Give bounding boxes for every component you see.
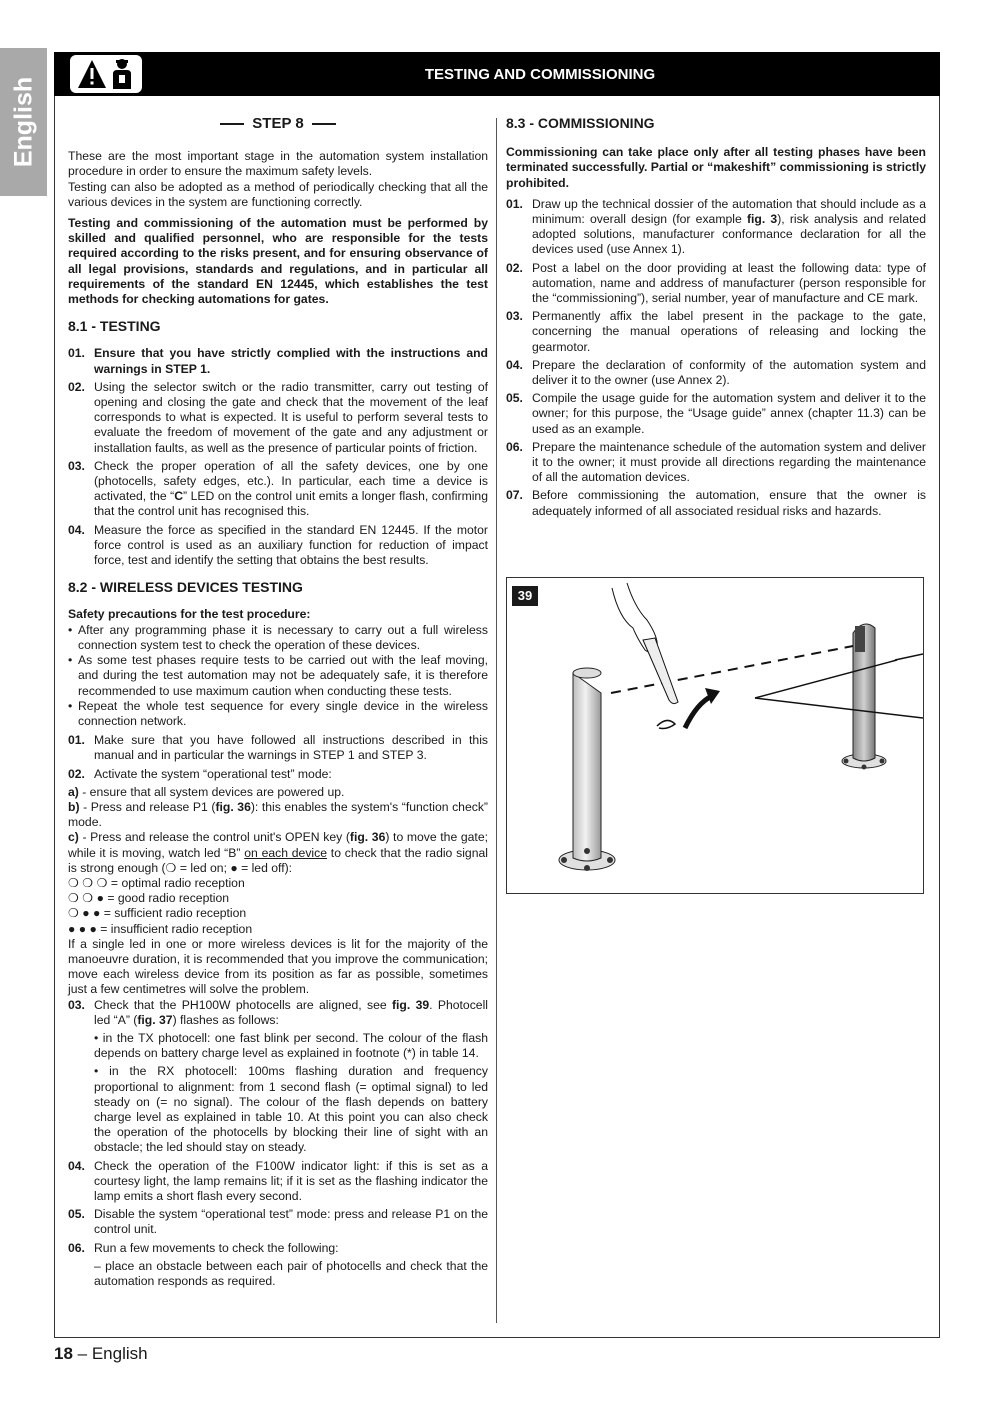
warning-installer-icon [70, 55, 142, 93]
list-item: 06. Run a few movements to check the following: [68, 1240, 339, 1255]
section-heading-8-1: 8.1 - TESTING [68, 318, 161, 335]
rx-photocell-note: • in the RX photocell: 100ms flashing duration and frequency proportional to alignment: from 1 second flash (= optimal signal) to led steady on (= no signal). The colour of the flash depends on battery charge level as explained in table 10. At this point you can also check the operation of the photocells by blocking their line of sight with an obstacle; the led should stay on steady. [94, 1064, 488, 1155]
tx-photocell-note: • in the TX photocell: one fast blink per second. The colour of the flash depends on battery charge level as explained in footnote (*) in table 14. [94, 1030, 488, 1061]
page-number: 18 [54, 1344, 73, 1363]
commissioning-bold-paragraph: Commissioning can take place only after all testing phases have been terminated successfully. Partial or “makeshift” commissioning is strictly prohibited. [506, 145, 926, 190]
section-title: TESTING AND COMMISSIONING [424, 66, 656, 83]
list-item: 05. Compile the usage guide for the automation system and deliver it to the owner; for this purpose, the “Usage guide” annex (chapter 11.3) can be used as an example. [506, 391, 926, 436]
step-b: b) - Press and release P1 (fig. 36): this enables the system's “function check” mode. [68, 799, 488, 830]
safety-subheading: Safety precautions for the test procedure: [68, 607, 311, 622]
radio-level-row: ❍ ❍ ● = good radio reception [68, 891, 229, 906]
column-divider [496, 118, 497, 1323]
obstacle-note: – place an obstacle between each pair of photocells and check that the automation responds as required. [94, 1258, 488, 1289]
language-side-tab [0, 48, 47, 196]
single-led-paragraph: If a single led in one or more wireless devices is lit for the majority of the manoeuvre duration, it is recommended that you improve the communication; move each wireless device from its position as far as possible, sometimes just a few centimetres will solve the problem. [68, 936, 488, 997]
bullet-item: • As some test phases require tests to be carried out with the leaf moving, and during the test automation may not be adequately safe, it is therefore recommended to use maximum caution when conducting these tests. [68, 653, 488, 698]
list-item: 01. Make sure that you have followed all instructions described in this manual and in particular the warnings in STEP 1 and STEP 3. [68, 733, 488, 763]
list-item: 02. Post a label on the door providing at least the following data: type of automation, name and address of manufacturer (person responsible for the “commissioning”), serial number, year of manufacture and CE mark. [506, 260, 926, 306]
step-a: a) - ensure that all system devices are powered up. [68, 784, 345, 799]
language-tab-label: English [9, 76, 37, 168]
radio-level-row: ❍ ● ● = sufficient radio reception [68, 906, 247, 921]
footer-language: – English [72, 1344, 148, 1363]
intro-bold-paragraph: Testing and commissioning of the automation must be performed by skilled and qualified personnel, who are responsible for the tests required according to the risks present, and for ensuring observance of all legal provisions, standards and regulations, and in particular all requirements of the standard EN 12445, which establishes the test methods for checking automations for gates. [68, 216, 488, 307]
list-item: 01. Ensure that you have strictly complied with the instructions and warnings in STEP 1. [68, 346, 488, 376]
intro-paragraph: These are the most important stage in the automation system installation procedure in order to ensure the maximum safety levels. [68, 149, 488, 179]
list-item: 04. Prepare the declaration of conformity of the automation system and deliver it to the owner (use Annex 2). [506, 357, 926, 388]
list-item: 03. Check that the PH100W photocells are aligned, see fig. 39. Photocell led “A” (fig. 37) flashes as follows: [68, 997, 488, 1027]
intro-paragraph-2: Testing can also be adopted as a method of periodically checking that all the various devices in the system are functioning correctly. [68, 179, 488, 209]
list-item: 01. Draw up the technical dossier of the automation that should include as a minimum: overall design (for example fig. 3), risk analysis and related adopted solutions, manufacturer conformance declaration for all the devices used (use Annex 1). [506, 196, 926, 257]
list-item: 07. Before commissioning the automation, ensure that the owner is adequately informed of all associated residual risks and hazards. [506, 488, 926, 518]
photocell-illustration [507, 578, 923, 893]
bullet-item: • After any programming phase it is necessary to carry out a full wireless connection system test to check the operation of these devices. [68, 622, 488, 652]
list-item: 06. Prepare the maintenance schedule of the automation system and deliver it to the owner; it must provide all directions regarding the maintenance of all the automation devices. [506, 439, 926, 485]
list-item: 05. Disable the system “operational test” mode: press and release P1 on the control unit. [68, 1207, 488, 1237]
list-item: 03. Permanently affix the label present in the package to the gate, concerning the manual operations of releasing and locking the gearmotor. [506, 309, 926, 354]
radio-level-row: ● ● ● = insufficient radio reception [68, 921, 253, 936]
step-c: c) - Press and release the control unit's OPEN key (fig. 36) to move the gate; while it is moving, watch led “B” on each device to check that the radio signal is strong enough (❍ = led on; ● = led off): [68, 830, 488, 875]
section-heading-8-3: 8.3 - COMMISSIONING [506, 115, 655, 131]
step-heading [68, 116, 488, 131]
bullet-item: • Repeat the whole test sequence for every single device in the wireless connection network. [68, 698, 488, 728]
right-column [506, 112, 926, 522]
list-item: 04. Measure the force as specified in the standard EN 12445. If the motor force control is used as an auxiliary function for reduction of impact force, test and identify the setting that obtains the best results. [68, 522, 488, 568]
figure-number-label: 39 [512, 586, 538, 606]
step-label: STEP 8 [252, 115, 304, 132]
list-item: 04. Check the operation of the F100W indicator light: if this is set as a courtesy light, the lamp remains lit; if it is set as the flashing indicator the lamp emits a short flash every second. [68, 1158, 488, 1203]
radio-level-row: ❍ ❍ ❍ = optimal radio reception [68, 875, 245, 890]
page-footer [54, 1344, 148, 1364]
figure-39-photocell-alignment [506, 577, 924, 894]
section-heading-8-2: 8.2 - WIRELESS DEVICES TESTING [68, 579, 303, 596]
list-item: 02. Activate the system “operational test” mode: [68, 766, 332, 781]
list-item: 02. Using the selector switch or the radio transmitter, carry out testing of opening and closing the gate and check that the movement of the leaf corresponds to what is expected. It is useful to perform several tests to evaluate the freedom of movement of the gate and any adjustment or installation faults, as well as the presence of particular points of friction. [68, 379, 488, 455]
left-column [68, 112, 488, 1292]
list-item: 03. Check the proper operation of all the safety devices, one by one (photocells, safety edges, etc.). In particular, each time a device is activated, the “C” LED on the control unit emits a longer flash, confirming that the control unit has recognised this. [68, 458, 488, 519]
